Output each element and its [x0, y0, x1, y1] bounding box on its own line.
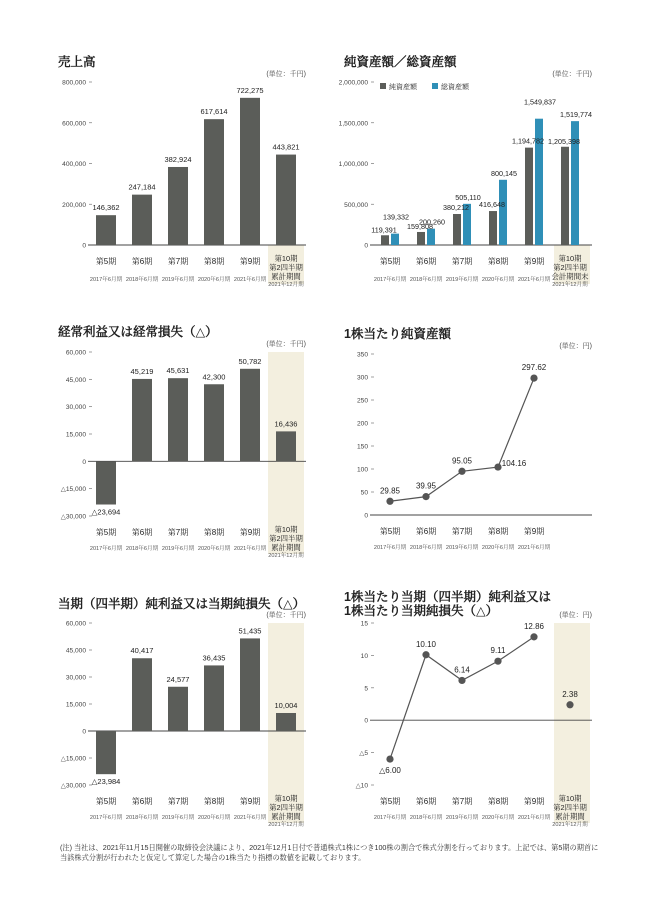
category-label: 第7期 — [167, 797, 189, 806]
y-tick-label: △5 — [359, 750, 368, 758]
total-assets-bar — [391, 234, 399, 245]
data-label: 45,631 — [166, 366, 190, 376]
y-tick-label: 200,000 — [62, 201, 86, 209]
data-label: 12.86 — [523, 621, 545, 631]
data-label: 39.95 — [415, 481, 437, 491]
period-date-label: 2017年6月期 — [89, 546, 123, 552]
category-label: 第7期 — [167, 257, 189, 266]
net-assets-bar — [561, 147, 569, 245]
period-date-label: 2021年6月期 — [517, 277, 551, 283]
y-tick-label: 500,000 — [344, 201, 368, 209]
y-tick-label: 0 — [82, 728, 86, 736]
legend-swatch — [380, 83, 386, 89]
data-point — [494, 658, 501, 665]
bar — [96, 461, 116, 504]
y-tick-label: 15,000 — [65, 701, 86, 709]
chart-title: 当期（四半期）純利益又は当期純損失（△） — [58, 597, 306, 611]
y-tick-label: 45,000 — [65, 647, 86, 655]
data-label: 10,004 — [274, 700, 298, 710]
y-tick-label: 2,000,000 — [338, 79, 368, 87]
category-label: 第9期 — [523, 257, 545, 266]
data-label: 297.62 — [521, 363, 547, 373]
data-label: △23,694 — [91, 507, 121, 517]
bar — [96, 215, 116, 245]
y-tick-label: 0 — [364, 717, 368, 725]
data-point — [566, 701, 573, 708]
y-tick-label: △30,000 — [60, 513, 86, 521]
period-date-label: 2017年6月期 — [373, 815, 407, 821]
y-tick-label: 50 — [360, 489, 368, 497]
period-date-label: 2020年6月期 — [481, 815, 515, 821]
y-tick-label: 0 — [364, 242, 368, 250]
data-label: 247,184 — [128, 182, 156, 192]
data-label: 617,614 — [200, 107, 228, 117]
category-label: 累計期間 — [555, 812, 585, 821]
highlight-band — [554, 623, 590, 823]
bar — [168, 378, 188, 461]
category-label: 第9期 — [523, 527, 545, 536]
period-date-label: 2017年6月期 — [373, 277, 407, 283]
data-label: 382,924 — [164, 154, 192, 164]
data-label: 200,260 — [419, 217, 445, 227]
total-assets-bar — [427, 229, 435, 245]
bar — [168, 687, 188, 731]
data-label: 24,577 — [166, 674, 190, 684]
unit-label: (単位：円) — [559, 343, 592, 350]
total-assets-bar — [499, 180, 507, 245]
data-label: 9.11 — [490, 646, 506, 656]
bar — [276, 713, 296, 731]
period-date-label: 2019年6月期 — [161, 546, 195, 552]
category-label: 第7期 — [167, 528, 189, 537]
data-point — [422, 493, 429, 500]
y-tick-label: 200 — [356, 420, 368, 428]
y-tick-label: 0 — [82, 242, 86, 250]
data-label: 800,145 — [491, 168, 517, 178]
data-label: 6.14 — [454, 665, 470, 675]
category-label: 第2四半期 — [553, 803, 587, 812]
category-label: 第10期 — [558, 794, 582, 803]
bar — [240, 369, 260, 462]
net-assets-bar — [489, 211, 497, 245]
category-label: 第5期 — [95, 257, 117, 266]
y-tick-label: 0 — [82, 458, 86, 466]
category-label: 累計期間 — [271, 543, 301, 552]
y-tick-label: 30,000 — [65, 404, 86, 412]
period-date-label: 2018年6月期 — [409, 277, 443, 283]
period-date-label: 2020年6月期 — [197, 546, 231, 552]
bar — [276, 431, 296, 461]
data-label: 443,821 — [272, 142, 300, 152]
category-label: 第6期 — [415, 527, 437, 536]
category-label: 第5期 — [95, 528, 117, 537]
period-date-label: 2021年6月期 — [517, 545, 551, 551]
data-label: 1,205,398 — [548, 136, 580, 146]
bar — [240, 98, 260, 245]
category-label: 第9期 — [239, 797, 261, 806]
data-point — [494, 463, 501, 470]
data-label: 40,417 — [130, 646, 154, 656]
net-assets-bar — [381, 235, 389, 245]
period-date-label: 2017年6月期 — [373, 545, 407, 551]
period-date-label: 2021年12月期 — [552, 822, 588, 828]
net-assets-bar — [453, 214, 461, 245]
y-tick-label: △15,000 — [60, 486, 86, 494]
data-label: △23,984 — [91, 777, 121, 787]
category-label: 累計期間 — [271, 272, 301, 281]
y-tick-label: △15,000 — [60, 755, 86, 763]
chart-assets — [339, 54, 592, 288]
period-date-label: 2019年6月期 — [161, 815, 195, 821]
bar — [276, 155, 296, 245]
legend-label: 総資産額 — [441, 84, 469, 91]
category-label: 第6期 — [131, 257, 153, 266]
y-tick-label: 800,000 — [62, 79, 86, 87]
data-label: 50,782 — [238, 356, 262, 366]
data-label: 380,212 — [443, 203, 469, 213]
category-label: 第8期 — [487, 797, 509, 806]
net-assets-bar — [417, 232, 425, 245]
y-tick-label: 30,000 — [65, 674, 86, 682]
data-label: 95.05 — [451, 456, 473, 466]
data-point — [530, 374, 537, 381]
data-label: 10.10 — [415, 639, 437, 649]
category-label: 第6期 — [415, 797, 437, 806]
category-label: 第10期 — [274, 525, 298, 534]
category-label: 第5期 — [95, 797, 117, 806]
period-date-label: 2018年6月期 — [409, 545, 443, 551]
y-tick-label: △30,000 — [60, 782, 86, 790]
period-date-label: 2021年6月期 — [517, 815, 551, 821]
period-date-label: 2018年6月期 — [125, 815, 159, 821]
category-label: 第6期 — [415, 257, 437, 266]
category-label: 累計期間 — [271, 812, 301, 821]
bar — [204, 665, 224, 731]
y-tick-label: 250 — [356, 397, 368, 405]
chart-title: 1株当たり当期（四半期）純利益又は — [344, 590, 551, 604]
data-label: 2.38 — [562, 689, 578, 699]
period-date-label: 2021年6月期 — [233, 277, 267, 283]
bar — [132, 658, 152, 731]
period-date-label: 2018年6月期 — [125, 546, 159, 552]
y-tick-label: 0 — [364, 512, 368, 520]
period-date-label: 2020年6月期 — [481, 545, 515, 551]
chart-eps — [344, 589, 592, 828]
y-tick-label: 300 — [356, 374, 368, 382]
y-tick-label: 400,000 — [62, 161, 86, 168]
data-label: 36,435 — [202, 653, 226, 663]
series-line — [390, 378, 534, 501]
category-label: 第2四半期 — [269, 803, 303, 812]
chart-title: 1株当たり当期純損失（△） — [344, 604, 499, 618]
category-label: 第2四半期 — [553, 263, 587, 272]
period-date-label: 2021年12月期 — [552, 282, 588, 288]
y-tick-label: 1,500,000 — [338, 120, 368, 128]
net-assets-bar — [525, 148, 533, 245]
data-label: 159,808 — [407, 221, 433, 231]
y-tick-label: 150 — [356, 443, 368, 451]
category-label: 第8期 — [203, 528, 225, 537]
chart-sales — [58, 54, 306, 288]
period-date-label: 2019年6月期 — [445, 277, 479, 283]
data-label: 416,648 — [479, 200, 505, 210]
category-label: 第6期 — [131, 797, 153, 806]
period-date-label: 2021年6月期 — [233, 546, 267, 552]
category-label: 第5期 — [379, 527, 401, 536]
bar — [204, 119, 224, 245]
period-date-label: 2017年6月期 — [89, 815, 123, 821]
category-label: 第5期 — [379, 257, 401, 266]
period-date-label: 2021年12月期 — [268, 553, 304, 559]
data-label: 42,300 — [202, 372, 226, 382]
period-date-label: 2019年6月期 — [445, 815, 479, 821]
data-label: 139,332 — [383, 212, 409, 222]
unit-label: (単位：千円) — [266, 612, 306, 619]
data-point — [530, 633, 537, 640]
data-point — [458, 468, 465, 475]
category-label: 第8期 — [203, 257, 225, 266]
unit-label: (単位：千円) — [552, 71, 592, 78]
series-line — [390, 637, 534, 759]
period-date-label: 2019年6月期 — [445, 545, 479, 551]
y-tick-label: 350 — [356, 351, 368, 359]
category-label: 第7期 — [451, 257, 473, 266]
data-label: 1,194,782 — [512, 136, 544, 146]
period-date-label: 2021年12月期 — [268, 822, 304, 828]
data-label: 1,519,774 — [560, 110, 592, 120]
data-label: 505,110 — [455, 192, 481, 202]
legend — [380, 82, 470, 91]
chart-title: 1株当たり純資産額 — [344, 327, 451, 341]
chart-bps — [344, 326, 592, 551]
category-label: 第9期 — [239, 528, 261, 537]
category-label: 第7期 — [451, 797, 473, 806]
bar — [132, 379, 152, 461]
data-label: 51,435 — [238, 626, 262, 636]
category-label: 第2四半期 — [269, 263, 303, 272]
unit-label: (単位：千円) — [266, 341, 306, 348]
data-point — [422, 651, 429, 658]
period-date-label: 2019年6月期 — [161, 277, 195, 283]
data-point — [458, 677, 465, 684]
unit-label: (単位：千円) — [266, 71, 306, 78]
data-label: 29.85 — [379, 486, 401, 496]
period-date-label: 2020年6月期 — [197, 277, 231, 283]
y-tick-label: 60,000 — [65, 620, 86, 628]
data-label: 45,219 — [130, 366, 154, 376]
y-tick-label: 600,000 — [62, 120, 86, 128]
chart-title: 純資産額／総資産額 — [344, 55, 457, 69]
bar — [240, 638, 260, 731]
category-label: 第8期 — [487, 257, 509, 266]
period-date-label: 2018年6月期 — [125, 277, 159, 283]
legend-swatch — [432, 83, 438, 89]
category-label: 第2四半期 — [269, 534, 303, 543]
y-tick-label: 1,000,000 — [338, 161, 368, 168]
category-label: 第10期 — [274, 254, 298, 263]
unit-label: (単位：円) — [559, 612, 592, 619]
data-label: 146,362 — [92, 203, 120, 213]
data-label: 104.16 — [501, 459, 527, 469]
chart-title: 経常利益又は経常損失（△） — [58, 325, 218, 339]
data-label: 1,549,837 — [524, 97, 556, 107]
period-date-label: 2017年6月期 — [89, 277, 123, 283]
data-label: 119,391 — [371, 225, 397, 235]
category-label: 第9期 — [239, 257, 261, 266]
chart-ordinary — [58, 324, 306, 559]
category-label: 第8期 — [203, 797, 225, 806]
data-point — [386, 498, 393, 505]
category-label: 第9期 — [523, 797, 545, 806]
chart-net — [58, 596, 306, 828]
chart-title: 売上高 — [58, 55, 96, 69]
data-label: △6.00 — [379, 766, 401, 776]
bar — [168, 167, 188, 245]
period-date-label: 2020年6月期 — [481, 277, 515, 283]
category-label: 第7期 — [451, 527, 473, 536]
bar — [132, 195, 152, 245]
legend-label: 純資産額 — [389, 84, 417, 91]
category-label: 第6期 — [131, 528, 153, 537]
y-tick-label: 15 — [360, 620, 368, 628]
y-tick-label: 45,000 — [65, 376, 86, 384]
y-tick-label: 60,000 — [65, 349, 86, 357]
data-label: 722,275 — [236, 85, 264, 95]
y-tick-label: 15,000 — [65, 431, 86, 439]
period-date-label: 2021年12月期 — [268, 282, 304, 288]
y-tick-label: 5 — [364, 685, 368, 693]
y-tick-label: 100 — [356, 466, 368, 474]
period-date-label: 2021年6月期 — [233, 815, 267, 821]
bar — [204, 384, 224, 461]
data-label: 16,436 — [274, 419, 298, 429]
category-label: 第10期 — [558, 254, 582, 263]
category-label: 第8期 — [487, 527, 509, 536]
footnote: (注) 当社は、2021年11月15日開催の取締役会決議により、2021年12月1日付で普通株式1株につき100株の割合で株式分割を行っております。上記では、第5期の期首に当該株式分割が行われたと仮定して算定した場合の1株当たり指標の数値を記載しております。 — [60, 843, 599, 862]
category-label: 第5期 — [379, 797, 401, 806]
y-tick-label: △10 — [355, 782, 368, 790]
bar — [96, 731, 116, 774]
data-point — [386, 755, 393, 762]
period-date-label: 2018年6月期 — [409, 815, 443, 821]
category-label: 会計期間末 — [551, 272, 589, 281]
period-date-label: 2020年6月期 — [197, 815, 231, 821]
category-label: 第10期 — [274, 794, 298, 803]
y-tick-label: 10 — [360, 652, 368, 660]
